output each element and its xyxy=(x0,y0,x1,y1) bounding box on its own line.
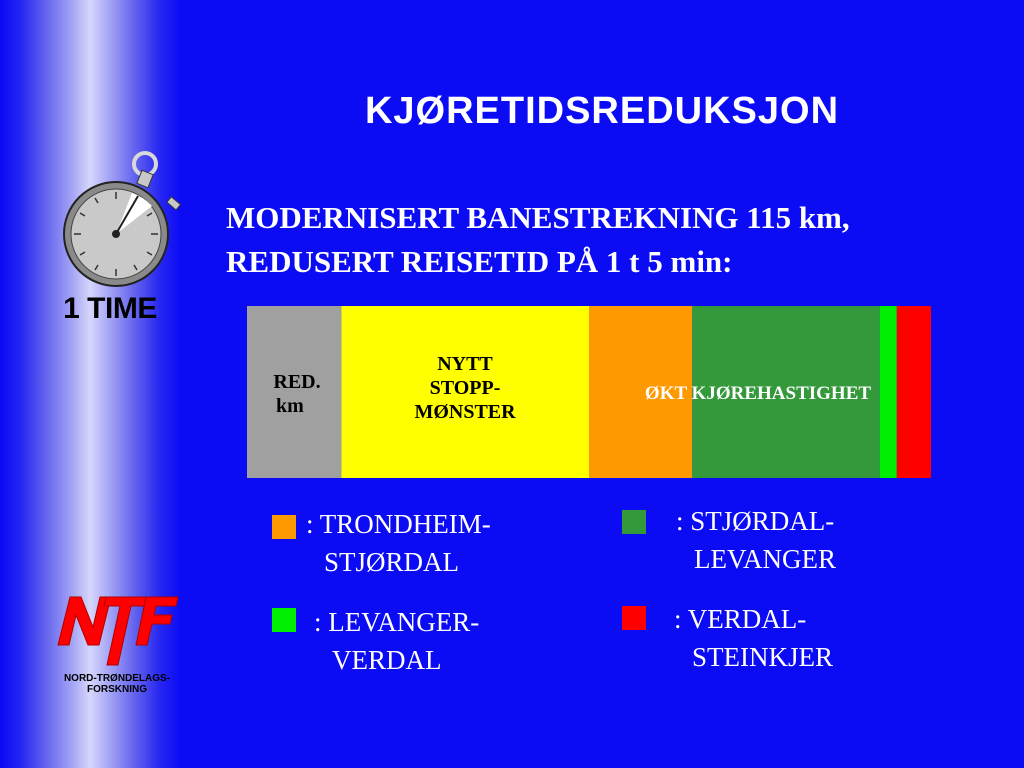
legend-label-line-2: STJØRDAL xyxy=(324,547,460,577)
legend-label-line-1: : TRONDHEIM- xyxy=(306,509,491,539)
legend-label-line-2: VERDAL xyxy=(332,645,442,675)
bar-label-red-km-line-1: RED. xyxy=(273,371,321,393)
logo-subtitle-line-2: FORSKNING xyxy=(87,684,147,695)
legend-swatch-orange xyxy=(272,515,296,539)
legend-swatch-red xyxy=(622,606,646,630)
subtitle-line-1: MODERNISERT BANESTREKNING 115 km, xyxy=(226,200,850,235)
bar-label-stop-pattern-line-2: STOPP- xyxy=(429,377,501,399)
legend-label-line-2: LEVANGER xyxy=(694,544,837,574)
bar-span-label-speed: ØKT KJØREHASTIGHET xyxy=(644,383,872,404)
slide-subtitle xyxy=(226,196,850,284)
legend-label-line-1: : VERDAL- xyxy=(674,604,807,634)
legend-label-line-1: : LEVANGER- xyxy=(314,607,480,637)
bar-label-stop-pattern xyxy=(370,352,560,424)
subtitle-line-2: REDUSERT REISETID PÅ 1 t 5 min: xyxy=(226,244,733,279)
bar-label-red-km-line-2: km xyxy=(276,395,304,417)
legend-label-line-2: STEINKJER xyxy=(692,642,833,672)
logo-subtitle-line-1: NORD-TRØNDELAGS- xyxy=(63,673,171,684)
legend-label-line-1: : STJØRDAL- xyxy=(676,506,835,536)
bar-label-stop-pattern-line-3: MØNSTER xyxy=(414,401,516,423)
bar-label-stop-pattern-line-1: NYTT xyxy=(437,353,493,375)
stopwatch-icon xyxy=(56,150,186,290)
ntf-logo xyxy=(56,593,180,669)
legend-swatch-light-green xyxy=(272,608,296,632)
stopwatch-label: 1 TIME xyxy=(63,292,157,325)
slide-title: KJØRETIDSREDUKSJON xyxy=(364,90,840,132)
bar-label-red-km xyxy=(264,370,330,418)
legend-swatch-green xyxy=(622,510,646,534)
